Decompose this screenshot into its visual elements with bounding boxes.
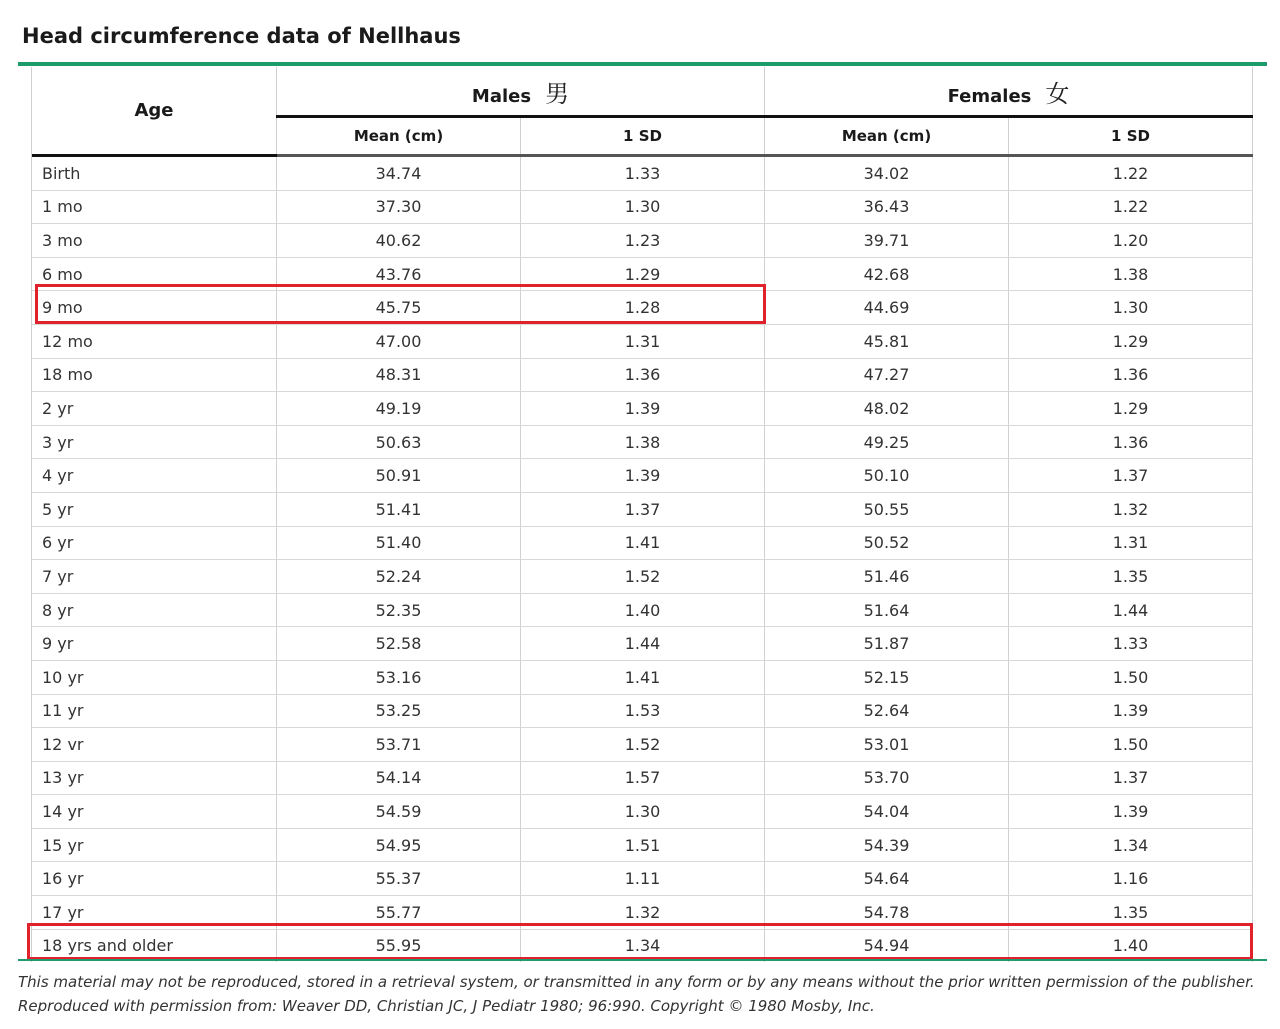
table-row	[32, 828, 1253, 862]
females-sd-cell: 1.40	[1009, 929, 1253, 962]
females-sd-cell: 1.50	[1009, 728, 1253, 762]
age-cell: 1 mo	[32, 190, 277, 224]
females-sd-cell: 1.39	[1009, 694, 1253, 728]
table-left-border	[31, 67, 32, 959]
males-sd-cell: 1.30	[521, 795, 765, 829]
age-cell: 6 yr	[32, 526, 277, 560]
males-sd-cell: 1.52	[521, 560, 765, 594]
footnote-copyright: This material may not be reproduced, stored in a retrieval system, or transmitted in any form or by any means without the prior written permission of the publisher.	[18, 973, 1255, 991]
males-label: Males	[471, 85, 532, 107]
males-sd-cell: 1.23	[521, 224, 765, 258]
males-sd-cell: 1.30	[521, 190, 765, 224]
females-sd-cell: 1.38	[1009, 257, 1253, 291]
males-sd-cell: 1.34	[521, 929, 765, 962]
males-sd-cell: 1.33	[521, 156, 765, 191]
females-sd-cell: 1.44	[1009, 593, 1253, 627]
females-sd-header: 1 SD	[1009, 117, 1253, 156]
females-mean-cell: 49.25	[765, 425, 1009, 459]
females-mean-cell: 36.43	[765, 190, 1009, 224]
females-label: Females	[947, 85, 1032, 107]
table-container	[31, 67, 1252, 962]
table-row	[32, 896, 1253, 930]
females-sd-cell: 1.34	[1009, 828, 1253, 862]
females-sd-cell: 1.37	[1009, 761, 1253, 795]
age-cell: 18 mo	[32, 358, 277, 392]
females-mean-cell: 47.27	[765, 358, 1009, 392]
males-mean-cell: 48.31	[277, 358, 521, 392]
table-row	[32, 257, 1253, 291]
males-mean-cell: 51.40	[277, 526, 521, 560]
age-cell: 17 yr	[32, 896, 277, 930]
females-sd-cell: 1.22	[1009, 190, 1253, 224]
females-sd-cell: 1.32	[1009, 492, 1253, 526]
females-mean-header: Mean (cm)	[765, 117, 1009, 156]
table-row	[32, 492, 1253, 526]
females-sd-cell: 1.35	[1009, 896, 1253, 930]
table-row	[32, 761, 1253, 795]
males-mean-cell: 52.35	[277, 593, 521, 627]
age-cell: 12 mo	[32, 324, 277, 358]
males-sd-cell: 1.51	[521, 828, 765, 862]
males-sd-cell: 1.31	[521, 324, 765, 358]
age-cell: 2 yr	[32, 392, 277, 426]
age-cell: 7 yr	[32, 560, 277, 594]
males-sd-cell: 1.29	[521, 257, 765, 291]
females-sd-cell: 1.50	[1009, 660, 1253, 694]
table-row	[32, 795, 1253, 829]
females-mean-cell: 54.64	[765, 862, 1009, 896]
females-mean-cell: 52.15	[765, 660, 1009, 694]
table-row	[32, 324, 1253, 358]
males-sd-cell: 1.52	[521, 728, 765, 762]
females-mean-cell: 48.02	[765, 392, 1009, 426]
females-mean-cell: 50.10	[765, 459, 1009, 493]
females-sd-cell: 1.36	[1009, 358, 1253, 392]
males-sd-cell: 1.40	[521, 593, 765, 627]
age-cell: 14 yr	[32, 795, 277, 829]
table-row	[32, 224, 1253, 258]
males-mean-cell: 52.24	[277, 560, 521, 594]
age-cell: 10 yr	[32, 660, 277, 694]
males-mean-cell: 53.25	[277, 694, 521, 728]
females-mean-cell: 34.02	[765, 156, 1009, 191]
top-rule	[18, 62, 1267, 66]
females-sd-cell: 1.20	[1009, 224, 1253, 258]
males-mean-cell: 50.63	[277, 425, 521, 459]
males-mean-cell: 55.95	[277, 929, 521, 962]
males-mean-cell: 55.37	[277, 862, 521, 896]
males-sd-cell: 1.32	[521, 896, 765, 930]
females-sd-cell: 1.30	[1009, 291, 1253, 325]
table-row	[32, 862, 1253, 896]
footnote-source: Reproduced with permission from: Weaver DD, Christian JC, J Pediatr 1980; 96:990. Copyright © 1980 Mosby, Inc.	[18, 997, 875, 1015]
males-mean-cell: 53.71	[277, 728, 521, 762]
females-sd-cell: 1.31	[1009, 526, 1253, 560]
table-row	[32, 358, 1253, 392]
females-sd-cell: 1.39	[1009, 795, 1253, 829]
table-row	[32, 593, 1253, 627]
males-mean-cell: 54.59	[277, 795, 521, 829]
head-circumference-table	[31, 67, 1253, 962]
females-header	[765, 67, 1253, 117]
table-row	[32, 660, 1253, 694]
males-sd-cell: 1.11	[521, 862, 765, 896]
males-sd-cell: 1.39	[521, 459, 765, 493]
table-row	[32, 526, 1253, 560]
males-mean-cell: 47.00	[277, 324, 521, 358]
males-sd-cell: 1.39	[521, 392, 765, 426]
females-sd-cell: 1.29	[1009, 392, 1253, 426]
age-cell: 18 yrs and older	[32, 929, 277, 962]
females-mean-cell: 53.01	[765, 728, 1009, 762]
females-mean-cell: 53.70	[765, 761, 1009, 795]
females-mean-cell: 54.78	[765, 896, 1009, 930]
males-sd-cell: 1.28	[521, 291, 765, 325]
males-sd-cell: 1.38	[521, 425, 765, 459]
table-row	[32, 392, 1253, 426]
females-mean-cell: 50.52	[765, 526, 1009, 560]
males-cjk-label: 男	[545, 79, 570, 108]
page-title: Head circumference data of Nellhaus	[22, 24, 461, 48]
males-mean-cell: 55.77	[277, 896, 521, 930]
males-sd-cell: 1.57	[521, 761, 765, 795]
females-sd-cell: 1.36	[1009, 425, 1253, 459]
table-row	[32, 728, 1253, 762]
age-cell: 5 yr	[32, 492, 277, 526]
age-cell: 8 yr	[32, 593, 277, 627]
footnote	[18, 970, 1268, 1018]
age-cell: 6 mo	[32, 257, 277, 291]
age-cell: 15 yr	[32, 828, 277, 862]
age-cell: 9 mo	[32, 291, 277, 325]
females-mean-cell: 54.39	[765, 828, 1009, 862]
females-mean-cell: 51.46	[765, 560, 1009, 594]
table-body	[32, 156, 1253, 963]
males-header	[277, 67, 765, 117]
age-cell: 9 yr	[32, 627, 277, 661]
age-cell: 3 yr	[32, 425, 277, 459]
females-mean-cell: 54.94	[765, 929, 1009, 962]
males-mean-header: Mean (cm)	[277, 117, 521, 156]
females-mean-cell: 51.64	[765, 593, 1009, 627]
table-row	[32, 425, 1253, 459]
males-sd-cell: 1.41	[521, 660, 765, 694]
males-mean-cell: 54.14	[277, 761, 521, 795]
males-mean-cell: 34.74	[277, 156, 521, 191]
females-sd-cell: 1.37	[1009, 459, 1253, 493]
age-header: Age	[32, 67, 277, 156]
table-row	[32, 190, 1253, 224]
table-row	[32, 929, 1253, 962]
males-mean-cell: 43.76	[277, 257, 521, 291]
males-mean-cell: 54.95	[277, 828, 521, 862]
females-mean-cell: 45.81	[765, 324, 1009, 358]
females-mean-cell: 54.04	[765, 795, 1009, 829]
bottom-rule	[18, 959, 1267, 961]
females-mean-cell: 44.69	[765, 291, 1009, 325]
age-cell: Birth	[32, 156, 277, 191]
table-row	[32, 560, 1253, 594]
males-mean-cell: 40.62	[277, 224, 521, 258]
males-mean-cell: 50.91	[277, 459, 521, 493]
males-sd-cell: 1.41	[521, 526, 765, 560]
age-cell: 3 mo	[32, 224, 277, 258]
females-mean-cell: 42.68	[765, 257, 1009, 291]
table-row	[32, 156, 1253, 191]
age-cell: 16 yr	[32, 862, 277, 896]
males-sd-cell: 1.53	[521, 694, 765, 728]
age-cell: 12 vr	[32, 728, 277, 762]
age-cell: 13 yr	[32, 761, 277, 795]
table-row	[32, 627, 1253, 661]
age-cell: 11 yr	[32, 694, 277, 728]
males-sd-cell: 1.44	[521, 627, 765, 661]
males-sd-cell: 1.36	[521, 358, 765, 392]
males-mean-cell: 53.16	[277, 660, 521, 694]
table-row	[32, 291, 1253, 325]
males-sd-header: 1 SD	[521, 117, 765, 156]
males-mean-cell: 45.75	[277, 291, 521, 325]
females-sd-cell: 1.33	[1009, 627, 1253, 661]
females-sd-cell: 1.35	[1009, 560, 1253, 594]
males-mean-cell: 37.30	[277, 190, 521, 224]
table-row	[32, 694, 1253, 728]
males-mean-cell: 49.19	[277, 392, 521, 426]
females-sd-cell: 1.29	[1009, 324, 1253, 358]
females-sd-cell: 1.22	[1009, 156, 1253, 191]
females-mean-cell: 51.87	[765, 627, 1009, 661]
females-sd-cell: 1.16	[1009, 862, 1253, 896]
females-cjk-label: 女	[1045, 79, 1070, 108]
females-mean-cell: 39.71	[765, 224, 1009, 258]
males-sd-cell: 1.37	[521, 492, 765, 526]
age-cell: 4 yr	[32, 459, 277, 493]
males-mean-cell: 52.58	[277, 627, 521, 661]
males-mean-cell: 51.41	[277, 492, 521, 526]
females-mean-cell: 50.55	[765, 492, 1009, 526]
table-row	[32, 459, 1253, 493]
females-mean-cell: 52.64	[765, 694, 1009, 728]
